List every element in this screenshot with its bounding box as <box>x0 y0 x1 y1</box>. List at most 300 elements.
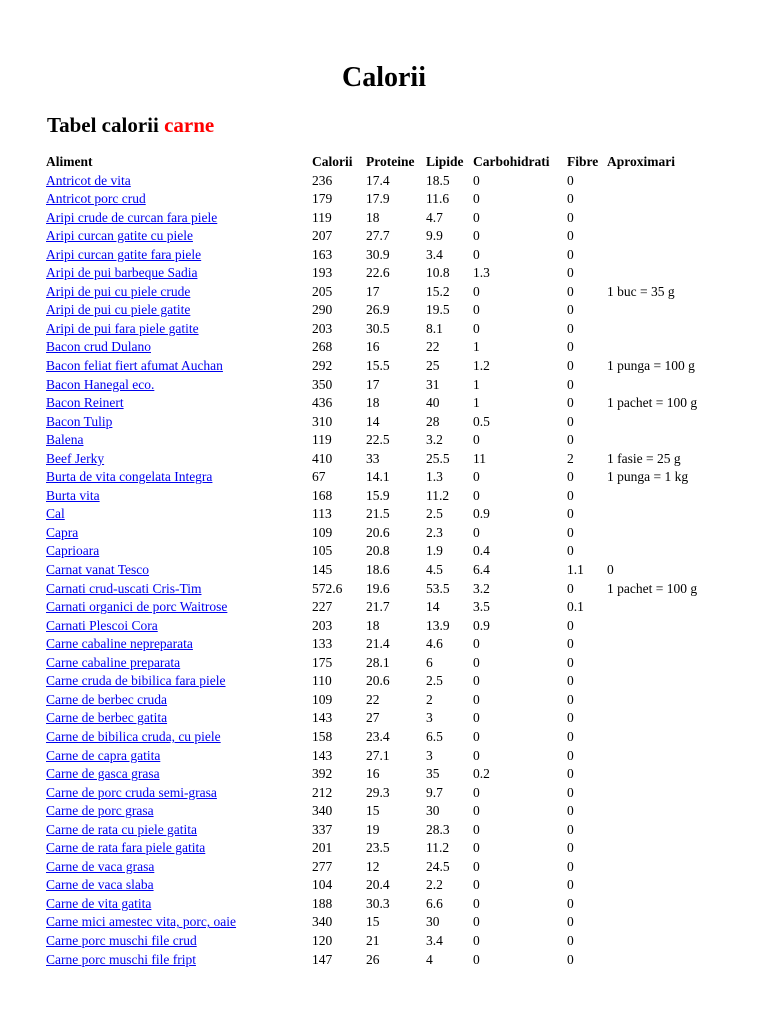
cell-lipide: 9.7 <box>426 784 443 800</box>
cell-calorii: 179 <box>312 191 333 207</box>
cell-proteine: 16 <box>366 339 380 355</box>
cell-calorii: 188 <box>312 895 333 911</box>
cell-carbohidrati: 3.5 <box>473 599 490 615</box>
cell-aliment <box>44 301 310 320</box>
food-link[interactable]: Carne de bibilica cruda, cu piele <box>46 728 221 744</box>
cell-fibre: 0 <box>567 469 574 485</box>
cell-aliment <box>44 172 310 191</box>
cell-calorii: 310 <box>312 413 333 429</box>
cell-calorii: 340 <box>312 914 333 930</box>
table-row <box>44 357 725 376</box>
cell-aproximari <box>605 747 725 766</box>
cell-proteine: 29.3 <box>366 784 390 800</box>
cell-fibre: 0 <box>567 951 574 967</box>
cell-fibre: 0 <box>567 358 574 374</box>
food-link[interactable]: Carnati crud-uscati Cris-Tim <box>46 580 202 596</box>
table-row <box>44 301 725 320</box>
cell-aproximari <box>605 413 725 432</box>
cell-aliment <box>44 246 310 265</box>
table-row <box>44 561 725 580</box>
cell-aliment <box>44 227 310 246</box>
cell-carbohidrati: 0 <box>473 172 480 188</box>
cell-lipide: 6.6 <box>426 895 443 911</box>
cell-proteine: 30.5 <box>366 320 390 336</box>
cell-fibre: 0 <box>567 265 574 281</box>
cell-aproximari <box>605 209 725 228</box>
cell-calorii: 201 <box>312 840 333 856</box>
header-aproximari: Aproximari <box>607 154 675 169</box>
cell-proteine: 22.6 <box>366 265 390 281</box>
cell-carbohidrati: 0 <box>473 821 480 837</box>
food-link[interactable]: Antricot de vita <box>46 172 131 188</box>
cell-lipide: 2.5 <box>426 506 443 522</box>
cell-calorii: 572.6 <box>312 580 343 596</box>
cell-carbohidrati: 1 <box>473 339 480 355</box>
cell-aliment <box>44 487 310 506</box>
cell-carbohidrati: 0 <box>473 877 480 893</box>
cell-aliment <box>44 338 310 357</box>
food-link[interactable]: Bacon crud Dulano <box>46 339 151 355</box>
table-row <box>44 672 725 691</box>
table-row <box>44 468 725 487</box>
cell-lipide: 10.8 <box>426 265 450 281</box>
cell-fibre: 0 <box>567 524 574 540</box>
cell-aproximari <box>605 376 725 395</box>
cell-proteine: 19.6 <box>366 580 390 596</box>
cell-carbohidrati: 6.4 <box>473 562 490 578</box>
cell-proteine: 15 <box>366 914 380 930</box>
cell-calorii: 104 <box>312 877 333 893</box>
food-link[interactable]: Cal <box>46 506 65 522</box>
page-title: Calorii <box>342 62 426 93</box>
cell-calorii: 436 <box>312 395 333 411</box>
cell-aliment <box>44 376 310 395</box>
cell-fibre: 0 <box>567 803 574 819</box>
cell-fibre: 2 <box>567 450 574 466</box>
cell-aliment <box>44 283 310 302</box>
food-link[interactable]: Aripi de pui cu piele gatite <box>46 302 191 318</box>
cell-fibre: 1.1 <box>567 562 584 578</box>
cell-carbohidrati: 0.4 <box>473 543 490 559</box>
cell-proteine: 27.7 <box>366 228 390 244</box>
food-link[interactable]: Aripi de pui cu piele crude <box>46 283 191 299</box>
cell-aproximari <box>605 709 725 728</box>
cell-calorii: 147 <box>312 951 333 967</box>
cell-aliment <box>44 394 310 413</box>
cell-calorii: 340 <box>312 803 333 819</box>
cell-proteine: 33 <box>366 450 380 466</box>
cell-carbohidrati: 0 <box>473 728 480 744</box>
cell-lipide: 28 <box>426 413 440 429</box>
cell-proteine: 22 <box>366 691 380 707</box>
header-calorii: Calorii <box>312 154 353 169</box>
cell-lipide: 4.7 <box>426 209 443 225</box>
cell-calorii: 163 <box>312 246 333 262</box>
cell-aproximari <box>605 858 725 877</box>
table-row <box>44 895 725 914</box>
cell-proteine: 14.1 <box>366 469 390 485</box>
food-link[interactable]: Carnat vanat Tesco <box>46 562 150 578</box>
cell-aliment <box>44 672 310 691</box>
cell-aliment <box>44 209 310 228</box>
cell-aproximari <box>605 784 725 803</box>
cell-proteine: 26.9 <box>366 302 390 318</box>
table-row <box>44 839 725 858</box>
cell-lipide: 2.5 <box>426 673 443 689</box>
table-row <box>44 413 725 432</box>
cell-aproximari <box>605 172 725 191</box>
food-link[interactable]: Capra <box>46 524 79 540</box>
cell-carbohidrati: 0 <box>473 283 480 299</box>
cell-proteine: 23.4 <box>366 728 390 744</box>
table-row <box>44 951 725 970</box>
table-row <box>44 542 725 561</box>
cell-lipide: 3.4 <box>426 246 443 262</box>
cell-aliment <box>44 895 310 914</box>
cell-lipide: 6 <box>426 654 433 670</box>
cell-lipide: 30 <box>426 803 440 819</box>
cell-calorii: 109 <box>312 524 333 540</box>
cell-lipide: 4.5 <box>426 562 443 578</box>
cell-proteine: 30.3 <box>366 895 390 911</box>
cell-calorii: 203 <box>312 617 333 633</box>
table-row <box>44 227 725 246</box>
table-row <box>44 617 725 636</box>
cell-proteine: 17 <box>366 283 380 299</box>
cell-carbohidrati: 0.9 <box>473 506 490 522</box>
cell-fibre: 0 <box>567 821 574 837</box>
cell-fibre: 0 <box>567 654 574 670</box>
cell-calorii: 110 <box>312 673 332 689</box>
cell-aproximari <box>605 765 725 784</box>
cell-lipide: 25.5 <box>426 450 450 466</box>
food-link[interactable]: Aripi curcan gatite fara piele <box>46 246 202 262</box>
food-link[interactable]: Carne de capra gatita <box>46 747 161 763</box>
cell-aliment <box>44 821 310 840</box>
cell-carbohidrati: 0 <box>473 858 480 874</box>
cell-calorii: 143 <box>312 747 333 763</box>
cell-carbohidrati: 1 <box>473 376 480 392</box>
food-link[interactable]: Carne de rata fara piele gatita <box>46 840 206 856</box>
cell-lipide: 22 <box>426 339 440 355</box>
cell-proteine: 14 <box>366 413 380 429</box>
cell-aliment <box>44 357 310 376</box>
food-link[interactable]: Carne porc muschi file fript <box>46 951 196 967</box>
cell-aliment <box>44 468 310 487</box>
cell-proteine: 18 <box>366 617 380 633</box>
cell-proteine: 18.6 <box>366 562 390 578</box>
cell-aproximari: 1 buc = 35 g <box>607 283 675 299</box>
food-link[interactable]: Bacon Reinert <box>46 395 124 411</box>
cell-calorii: 350 <box>312 376 333 392</box>
cell-carbohidrati: 0 <box>473 469 480 485</box>
cell-carbohidrati: 1 <box>473 395 480 411</box>
food-link[interactable]: Aripi de pui fara piele gatite <box>46 320 199 336</box>
cell-aliment <box>44 913 310 932</box>
food-link[interactable]: Burta vita <box>46 487 100 503</box>
cell-aproximari <box>605 691 725 710</box>
cell-proteine: 27 <box>366 710 380 726</box>
cell-aproximari: 1 pachet = 100 g <box>607 395 698 411</box>
cell-carbohidrati: 0 <box>473 191 480 207</box>
section-heading <box>47 110 214 140</box>
cell-proteine: 20.4 <box>366 877 390 893</box>
cell-aproximari: 0 <box>607 562 614 578</box>
cell-aliment <box>44 876 310 895</box>
food-link[interactable]: Antricot porc crud <box>46 191 146 207</box>
food-link[interactable]: Carne cabaline nepreparata <box>46 636 193 652</box>
cell-aproximari <box>605 617 725 636</box>
cell-proteine: 15.5 <box>366 358 390 374</box>
food-link[interactable]: Carne de gasca grasa <box>46 766 160 782</box>
cell-lipide: 53.5 <box>426 580 450 596</box>
cell-lipide: 2 <box>426 691 433 707</box>
cell-lipide: 3.4 <box>426 932 443 948</box>
cell-proteine: 17 <box>366 376 380 392</box>
food-link[interactable]: Carne cruda de bibilica fara piele <box>46 673 226 689</box>
cell-aliment <box>44 728 310 747</box>
cell-aproximari <box>605 542 725 561</box>
cell-calorii: 168 <box>312 487 333 503</box>
cell-carbohidrati: 0 <box>473 302 480 318</box>
cell-lipide: 40 <box>426 395 440 411</box>
cell-carbohidrati: 0 <box>473 710 480 726</box>
cell-lipide: 19.5 <box>426 302 450 318</box>
cell-fibre: 0 <box>567 302 574 318</box>
cell-carbohidrati: 0.2 <box>473 766 490 782</box>
cell-carbohidrati: 3.2 <box>473 580 490 596</box>
header-lipide: Lipide <box>426 154 464 169</box>
cell-fibre: 0 <box>567 858 574 874</box>
cell-carbohidrati: 0 <box>473 432 480 448</box>
cell-aliment <box>44 505 310 524</box>
food-link[interactable]: Carne de vita gatita <box>46 895 152 911</box>
food-link[interactable]: Aripi crude de curcan fara piele <box>46 209 218 225</box>
table-row <box>44 858 725 877</box>
table-row <box>44 821 725 840</box>
cell-calorii: 268 <box>312 339 333 355</box>
cell-fibre: 0 <box>567 246 574 262</box>
cell-lipide: 2.3 <box>426 524 443 540</box>
cell-carbohidrati: 0 <box>473 895 480 911</box>
cell-aliment <box>44 691 310 710</box>
cell-aproximari <box>605 635 725 654</box>
cell-carbohidrati: 0 <box>473 636 480 652</box>
table-row <box>44 172 725 191</box>
cell-aproximari <box>605 598 725 617</box>
food-link[interactable]: Balena <box>46 432 84 448</box>
cell-calorii: 203 <box>312 320 333 336</box>
cell-lipide: 4 <box>426 951 433 967</box>
cell-carbohidrati: 0 <box>473 320 480 336</box>
cell-calorii: 236 <box>312 172 333 188</box>
cell-lipide: 11.2 <box>426 487 450 503</box>
food-link[interactable]: Carne de rata cu piele gatita <box>46 821 198 837</box>
cell-aproximari <box>605 728 725 747</box>
header-fibre: Fibre <box>567 154 599 169</box>
food-link[interactable]: Bacon Tulip <box>46 413 113 429</box>
cell-proteine: 21.4 <box>366 636 390 652</box>
food-link[interactable]: Carne de berbec cruda <box>46 691 168 707</box>
food-link[interactable]: Bacon feliat fiert afumat Auchan <box>46 358 223 374</box>
table-row <box>44 338 725 357</box>
cell-aliment <box>44 709 310 728</box>
cell-lipide: 3.2 <box>426 432 443 448</box>
cell-lipide: 3 <box>426 710 433 726</box>
cell-lipide: 2.2 <box>426 877 443 893</box>
food-link[interactable]: Burta de vita congelata Integra <box>46 469 213 485</box>
cell-lipide: 30 <box>426 914 440 930</box>
cell-aliment <box>44 598 310 617</box>
cell-aproximari <box>605 227 725 246</box>
cell-fibre: 0 <box>567 784 574 800</box>
food-link[interactable]: Carne porc muschi file crud <box>46 932 197 948</box>
cell-aliment <box>44 765 310 784</box>
cell-lipide: 15.2 <box>426 283 450 299</box>
cell-lipide: 18.5 <box>426 172 450 188</box>
cell-aproximari <box>605 524 725 543</box>
cell-proteine: 23.5 <box>366 840 390 856</box>
cell-calorii: 145 <box>312 562 333 578</box>
header-carbohidrati: Carbohidrati <box>473 154 550 169</box>
food-link[interactable]: Carne de berbec gatita <box>46 710 168 726</box>
cell-lipide: 31 <box>426 376 440 392</box>
cell-proteine: 18 <box>366 209 380 225</box>
table-row <box>44 784 725 803</box>
cell-fibre: 0 <box>567 914 574 930</box>
cell-carbohidrati: 0 <box>473 932 480 948</box>
cell-fibre: 0 <box>567 636 574 652</box>
cell-aliment <box>44 617 310 636</box>
cell-proteine: 15.9 <box>366 487 390 503</box>
cell-lipide: 1.9 <box>426 543 443 559</box>
cell-calorii: 410 <box>312 450 333 466</box>
cell-lipide: 11.2 <box>426 840 450 856</box>
cell-fibre: 0 <box>567 877 574 893</box>
table-row <box>44 431 725 450</box>
cell-fibre: 0 <box>567 840 574 856</box>
table-row <box>44 320 725 339</box>
header-proteine: Proteine <box>366 154 415 169</box>
cell-lipide: 4.6 <box>426 636 443 652</box>
cell-carbohidrati: 0 <box>473 951 480 967</box>
cell-lipide: 35 <box>426 766 440 782</box>
cell-aliment <box>44 524 310 543</box>
cell-calorii: 207 <box>312 228 333 244</box>
section-heading-prefix: Tabel calorii <box>47 113 165 137</box>
food-link[interactable]: Carnati Plescoi Cora <box>46 617 158 633</box>
cell-aliment <box>44 580 310 599</box>
cell-fibre: 0 <box>567 283 574 299</box>
table-body <box>44 172 725 970</box>
cell-fibre: 0 <box>567 617 574 633</box>
cell-proteine: 12 <box>366 858 380 874</box>
cell-carbohidrati: 0 <box>473 246 480 262</box>
cell-carbohidrati: 0 <box>473 803 480 819</box>
cell-fibre: 0.1 <box>567 599 584 615</box>
cell-aproximari <box>605 839 725 858</box>
food-link[interactable]: Aripi de pui barbeque Sadia <box>46 265 198 281</box>
cell-proteine: 22.5 <box>366 432 390 448</box>
cell-proteine: 20.6 <box>366 524 390 540</box>
table-row <box>44 209 725 228</box>
cell-calorii: 143 <box>312 710 333 726</box>
cell-fibre: 0 <box>567 191 574 207</box>
cell-aproximari: 1 fasie = 25 g <box>607 450 681 466</box>
cell-lipide: 11.6 <box>426 191 450 207</box>
cell-calorii: 120 <box>312 932 333 948</box>
cell-calorii: 175 <box>312 654 333 670</box>
cell-carbohidrati: 0 <box>473 914 480 930</box>
table-row <box>44 728 725 747</box>
cell-calorii: 67 <box>312 469 326 485</box>
cell-aliment <box>44 747 310 766</box>
cell-calorii: 277 <box>312 858 333 874</box>
cell-aliment <box>44 932 310 951</box>
cell-calorii: 193 <box>312 265 333 281</box>
cell-proteine: 18 <box>366 395 380 411</box>
food-link[interactable]: Bacon Hanegal eco. <box>46 376 155 392</box>
food-link[interactable]: Carne mici amestec vita, porc, oaie <box>46 914 237 930</box>
cell-fibre: 0 <box>567 673 574 689</box>
cell-aliment <box>44 431 310 450</box>
food-link[interactable]: Aripi curcan gatite cu piele <box>46 228 193 244</box>
food-link[interactable]: Carne de vaca grasa <box>46 858 155 874</box>
cell-fibre: 0 <box>567 506 574 522</box>
cell-aproximari <box>605 487 725 506</box>
food-link[interactable]: Carne de vaca slaba <box>46 877 154 893</box>
cell-calorii: 158 <box>312 728 333 744</box>
cell-proteine: 21 <box>366 932 380 948</box>
food-link[interactable]: Caprioara <box>46 543 100 559</box>
food-link[interactable]: Carne cabaline preparata <box>46 654 181 670</box>
food-link[interactable]: Carne de porc grasa <box>46 803 154 819</box>
food-link[interactable]: Carne de porc cruda semi-grasa <box>46 784 217 800</box>
table-row <box>44 394 725 413</box>
cell-carbohidrati: 0 <box>473 840 480 856</box>
cell-aliment <box>44 858 310 877</box>
table-row <box>44 913 725 932</box>
cell-aproximari <box>605 876 725 895</box>
cell-lipide: 8.1 <box>426 320 443 336</box>
cell-fibre: 0 <box>567 691 574 707</box>
food-link[interactable]: Beef Jerky <box>46 450 105 466</box>
cell-fibre: 0 <box>567 895 574 911</box>
food-link[interactable]: Carnati organici de porc Waitrose <box>46 599 228 615</box>
cell-aliment <box>44 320 310 339</box>
cell-proteine: 16 <box>366 766 380 782</box>
section-heading-accent: carne <box>164 113 215 137</box>
table-row <box>44 505 725 524</box>
cell-aproximari: 1 punga = 100 g <box>607 358 695 374</box>
cell-aliment <box>44 542 310 561</box>
cell-proteine: 20.8 <box>366 543 390 559</box>
cell-aliment <box>44 264 310 283</box>
header-aliment: Aliment <box>46 154 93 169</box>
table-row <box>44 580 725 599</box>
cell-fibre: 0 <box>567 395 574 411</box>
table-row <box>44 635 725 654</box>
cell-aproximari <box>605 505 725 524</box>
table-row <box>44 376 725 395</box>
table-row <box>44 802 725 821</box>
cell-aproximari <box>605 932 725 951</box>
table-row <box>44 264 725 283</box>
cell-fibre: 0 <box>567 320 574 336</box>
cell-calorii: 392 <box>312 766 333 782</box>
table-row <box>44 246 725 265</box>
cell-calorii: 119 <box>312 432 332 448</box>
